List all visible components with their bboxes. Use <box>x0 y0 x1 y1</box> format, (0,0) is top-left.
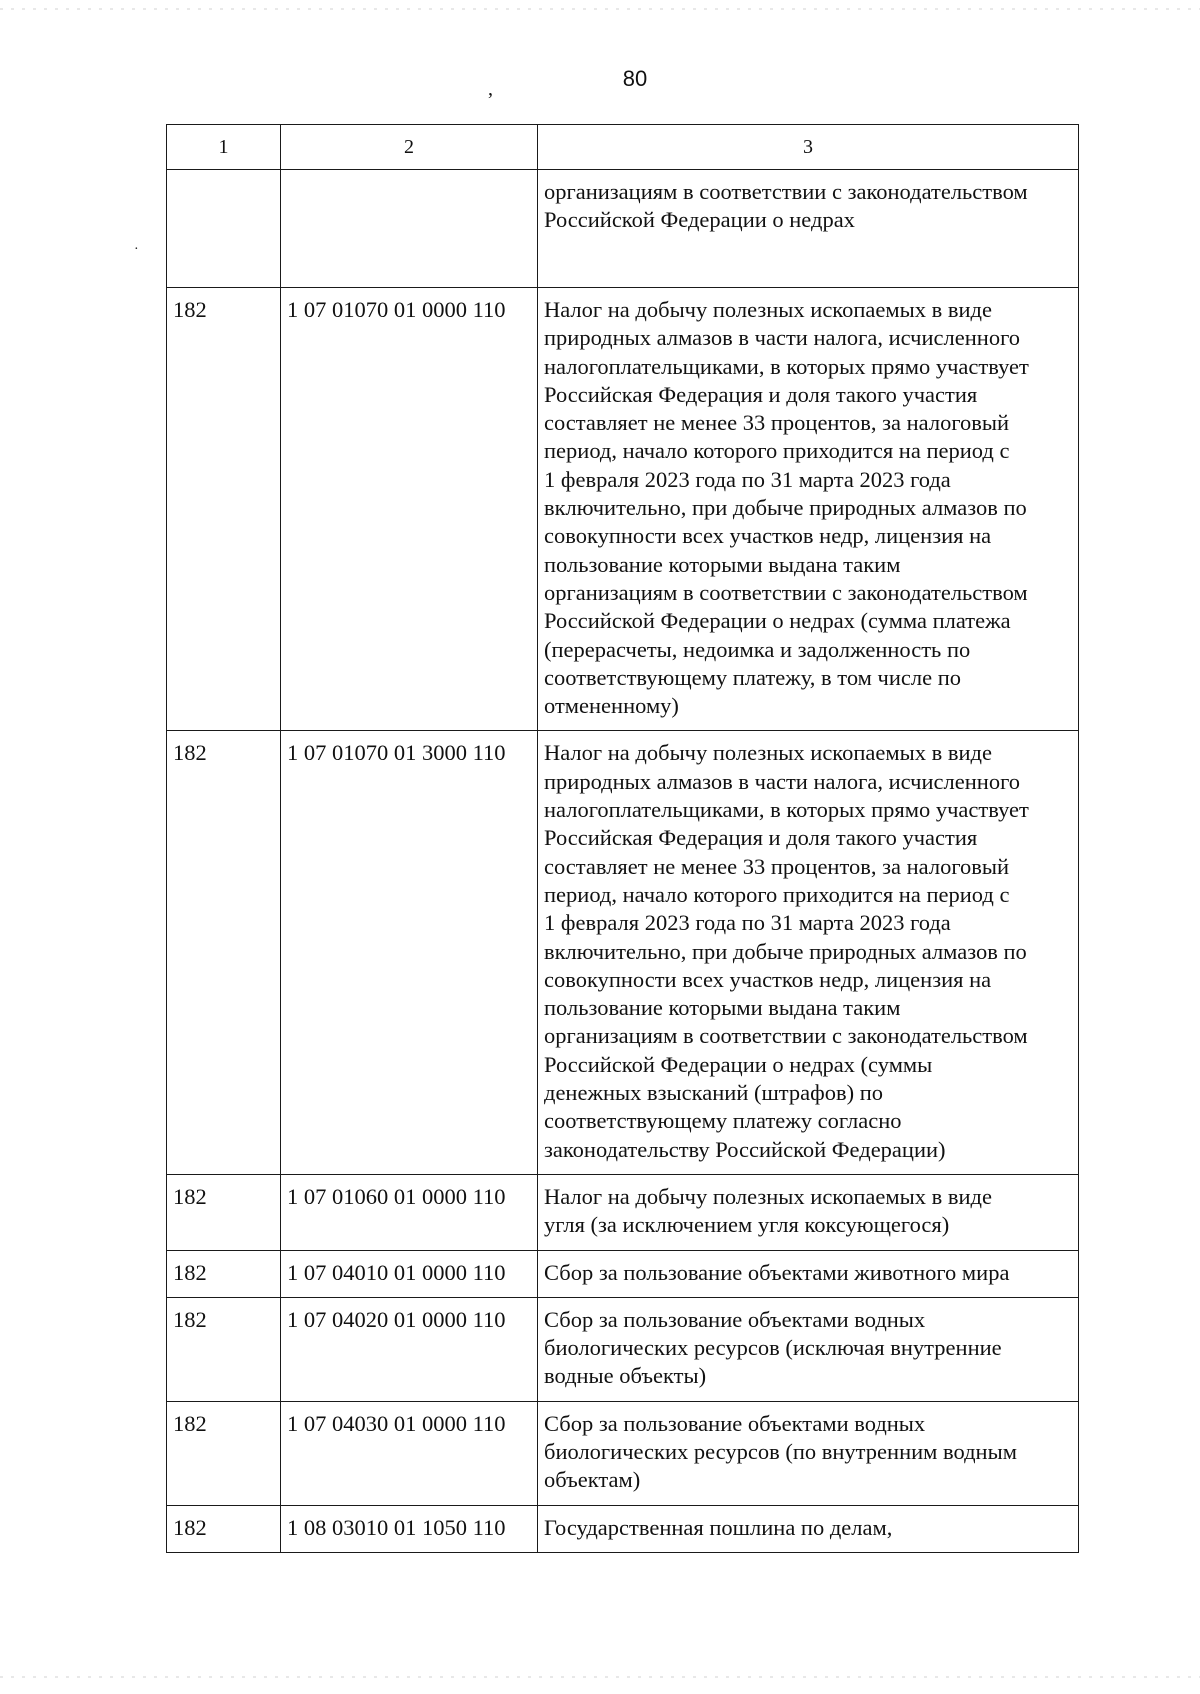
admin-code-cell: 182 <box>167 1250 281 1297</box>
page-number: 80 <box>622 66 648 91</box>
table-row <box>167 170 1079 288</box>
admin-code-cell: 182 <box>167 1174 281 1250</box>
table-row <box>167 1297 1079 1401</box>
stray-dot: · <box>134 242 139 257</box>
table-row <box>167 1174 1079 1250</box>
description-cell: Государственная пошлина по делам, <box>538 1505 1079 1552</box>
description-cell: Сбор за пользование объектами водных биологических ресурсов (исключая внутренние водные объекты) <box>538 1297 1079 1401</box>
admin-code-cell: 182 <box>167 288 281 731</box>
admin-code-cell: 182 <box>167 1297 281 1401</box>
admin-code-cell <box>167 170 281 288</box>
budget-code-cell: 1 07 01070 01 3000 110 <box>281 731 538 1174</box>
column-header-description: 3 <box>538 125 1079 170</box>
stray-mark: , <box>488 78 493 100</box>
description-cell: организациям в соответствии с законодательством Российской Федерации о недрах <box>538 170 1079 288</box>
description-cell: Сбор за пользование объектами водных биологических ресурсов (по внутренним водным объектам) <box>538 1401 1079 1505</box>
budget-code-cell <box>281 170 538 288</box>
table-row <box>167 288 1079 731</box>
budget-code-cell: 1 07 04010 01 0000 110 <box>281 1250 538 1297</box>
table-row <box>167 1250 1079 1297</box>
description-cell: Налог на добычу полезных ископаемых в виде угля (за исключением угля коксующегося) <box>538 1174 1079 1250</box>
description-cell: Сбор за пользование объектами животного мира <box>538 1250 1079 1297</box>
table-row <box>167 1401 1079 1505</box>
admin-code-cell: 182 <box>167 1401 281 1505</box>
description-cell: Налог на добычу полезных ископаемых в виде природных алмазов в части налога, исчисленного налогоплательщиками, в которых прямо участвует Российская Федерация и доля такого участия составляет не менее 33 процентов, за налоговый период, начало которого приходится на период с 1 февраля 2023 года по 31 марта 2023 года включительно, при добыче природных алмазов по совокупности всех участков недр, лицензия на пользование которыми выдана таким организациям в соответствии с законодательством Российской Федерации о недрах (суммы денежных взысканий (штрафов) по соответствующему платежу согласно законодательству Российской Федерации) <box>538 731 1079 1174</box>
table-header-row <box>167 125 1079 170</box>
budget-code-cell: 1 07 01060 01 0000 110 <box>281 1174 538 1250</box>
budget-code-cell: 1 07 04020 01 0000 110 <box>281 1297 538 1401</box>
table-row <box>167 731 1079 1174</box>
budget-code-cell: 1 07 01070 01 0000 110 <box>281 288 538 731</box>
column-header-code: 2 <box>281 125 538 170</box>
column-header-admin: 1 <box>167 125 281 170</box>
admin-code-cell: 182 <box>167 731 281 1174</box>
scan-noise-bottom <box>0 1676 1200 1678</box>
table-row <box>167 1505 1079 1552</box>
budget-code-table <box>166 124 1079 1553</box>
admin-code-cell: 182 <box>167 1505 281 1552</box>
scan-noise-top <box>0 8 1200 10</box>
description-cell: Налог на добычу полезных ископаемых в виде природных алмазов в части налога, исчисленного налогоплательщиками, в которых прямо участвует Российская Федерация и доля такого участия составляет не менее 33 процентов, за налоговый период, начало которого приходится на период с 1 февраля 2023 года по 31 марта 2023 года включительно, при добыче природных алмазов по совокупности всех участков недр, лицензия на пользование которыми выдана таким организациям в соответствии с законодательством Российской Федерации о недрах (сумма платежа (перерасчеты, недоимка и задолженность по соответствующему платежу, в том числе по отмененному) <box>538 288 1079 731</box>
budget-code-cell: 1 07 04030 01 0000 110 <box>281 1401 538 1505</box>
budget-code-cell: 1 08 03010 01 1050 110 <box>281 1505 538 1552</box>
